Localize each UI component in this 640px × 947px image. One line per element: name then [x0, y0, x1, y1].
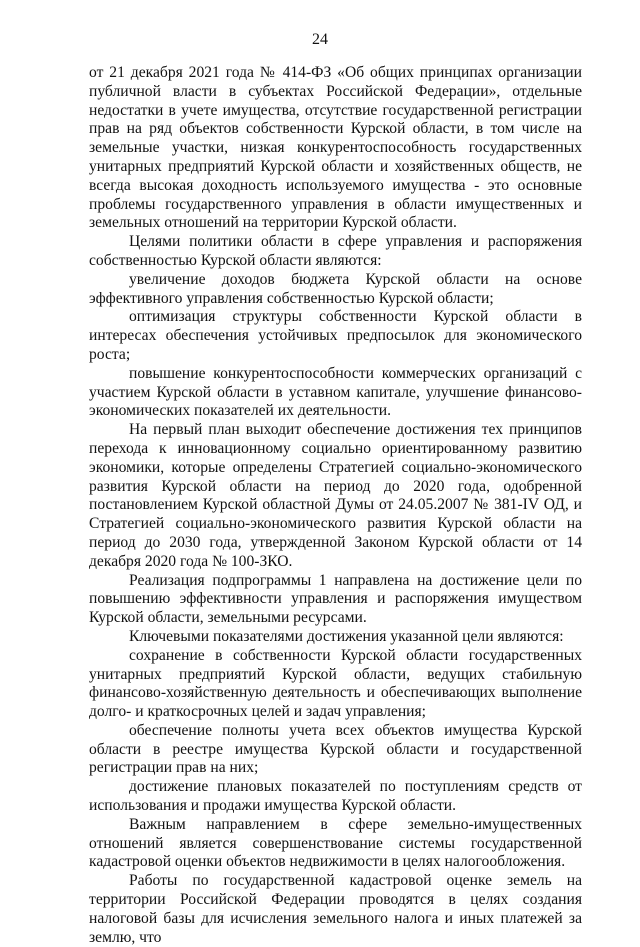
- paragraph: Важным направлением в сфере земельно-имущественных отношений является совершенствование системы государственной кадастровой оценки объектов недвижимости в целях налогообложения.: [89, 815, 582, 871]
- paragraph: сохранение в собственности Курской области государственных унитарных предприятий Курской области, ведущих стабильную финансово-хозяйственную деятельность и обеспечивающих выполнение долго- и краткосрочных целей и задач управления;: [89, 646, 582, 721]
- paragraph: повышение конкурентоспособности коммерческих организаций с участием Курской области в уставном капитале, улучшение финансово-экономических показателей их деятельности.: [89, 364, 582, 420]
- paragraph: Работы по государственной кадастровой оценке земель на территории Российской Федерации проводятся в целях создания налоговой базы для исчисления земельного налога и иных платежей за землю, что: [89, 872, 582, 946]
- paragraph: Реализация подпрограммы 1 направлена на достижение цели по повышению эффективности управления и распоряжения имуществом Курской области, земельными ресурсами.: [89, 571, 582, 627]
- paragraph: оптимизация структуры собственности Курской области в интересах обеспечения устойчивых предпосылок для экономического роста;: [89, 308, 582, 363]
- paragraph: увеличение доходов бюджета Курской области на основе эффективного управления собственностью Курской области;: [89, 270, 582, 307]
- paragraph: На первый план выходит обеспечение достижения тех принципов перехода к инновационному социально ориентированному развитию экономики, которые определены Стратегией социально-экономического развития Курской области на период до 2020 года, одобренной постановлением Курской областной Думы от 24.05.2007 № 381-IV ОД, и Стратегией социально-экономического развития Курской области на период до 2030 года, утвержденной Законом Курской области от 14 декабря 2020 года № 100-ЗКО.: [89, 421, 582, 570]
- paragraph: Целями политики области в сфере управления и распоряжения собственностью Курской области являются:: [89, 233, 582, 269]
- paragraph: обеспечение полноты учета всех объектов имущества Курской области в реестре имущества Курской области и государственной регистрации прав на них;: [89, 721, 582, 777]
- paragraph: достижение плановых показателей по поступлениям средств от использования и продажи имущества Курской области.: [89, 778, 582, 815]
- document-body: [89, 64, 582, 947]
- page-number: 24: [312, 31, 328, 48]
- paragraph: Ключевыми показателями достижения указанной цели являются:: [129, 627, 564, 645]
- paragraph: от 21 декабря 2021 года № 414-ФЗ «Об общих принципах организации публичной власти в субъектах Российской Федерации», отдельные недостатки в учете имущества, отсутствие государственной регистрации прав на ряд объектов собственности Курской области, в том числе на земельные участки, низкая конкурентоспособность государственных унитарных предприятий Курской области и хозяйственных обществ, не всегда высокая доходность используемого имущества - это основные проблемы государственного управления в области имущественных и земельных отношений на территории Курской области.: [89, 64, 582, 232]
